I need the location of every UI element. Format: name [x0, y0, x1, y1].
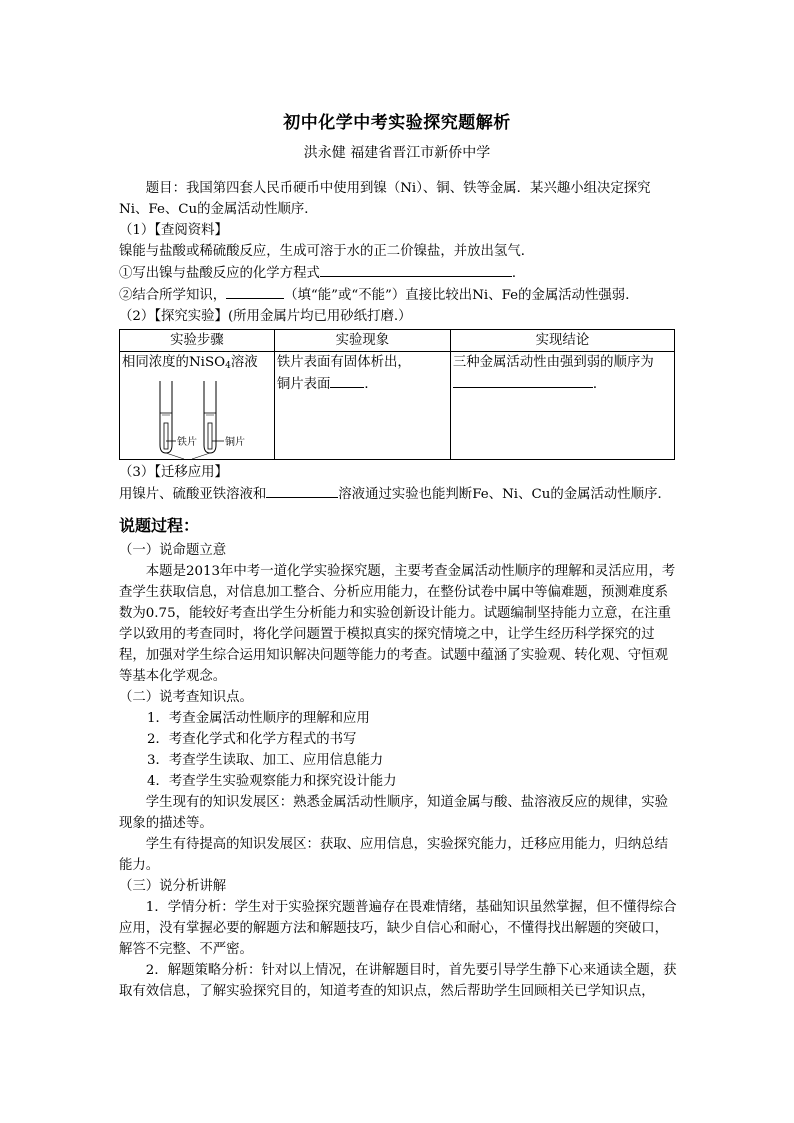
q1-answer-blank[interactable] — [320, 262, 512, 277]
section-3-para-2: 2．解题策略分析：针对以上情况，在讲解题目时，首先要引导学生静下心来通读全题，获取有效信息，了解实验探究目的，知道考查的知识点，然后帮助学生回顾相关已学知识点， — [119, 963, 677, 999]
list-item: 3．考查学生读取、加工、应用信息能力 — [147, 753, 384, 768]
list-item: 1．考查金属活动性顺序的理解和应用 — [147, 711, 370, 726]
document-body — [119, 178, 679, 1002]
conclusion-answer-blank[interactable] — [453, 373, 593, 388]
part1-text: 镍能与盐酸或稀硫酸反应，生成可溶于水的正二价镍盐，并放出氢气． — [119, 244, 535, 259]
step-text-2: 溶液 — [230, 355, 258, 370]
phenomenon-answer-blank[interactable] — [330, 373, 364, 388]
table-header-conclusion: 实现结论 — [450, 330, 674, 352]
section-3-heading: （三）说分析讲解 — [119, 879, 227, 894]
section-1-heading: （一）说命题立意 — [119, 543, 227, 558]
improvement-area: 学生有待提高的知识发展区：获取、应用信息，实验探究能力，迁移应用能力，归纳总结能力。 — [119, 837, 669, 873]
q2-text-a: ②结合所学知识， — [119, 288, 227, 303]
table-header-steps: 实验步骤 — [120, 330, 275, 352]
author-line: 洪永健 福建省晋江市新侨中学 — [303, 145, 491, 161]
experiment-table — [119, 329, 675, 460]
existing-knowledge: 学生现有的知识发展区：熟悉金属活动性顺序，知道金属与酸、盐溶液反应的规律，实验现象的描述等。 — [119, 795, 669, 831]
section-3-para-1: 1．学情分析：学生对于实验探究题普遍存在畏难情绪，基础知识虽然掌握，但不懂得综合应用，没有掌握必要的解题方法和解题技巧，缺少自信心和耐心，不懂得找出解题的突破口，解答不完整、不严密。 — [119, 900, 677, 957]
q1-end: ． — [511, 266, 526, 281]
q1-text: ①写出镍与盐酸反应的化学方程式 — [119, 266, 320, 281]
table-header-row — [120, 330, 675, 352]
step-subscript: 4 — [225, 361, 231, 371]
phenomenon-line-1: 铁片表面有固体析出， — [276, 355, 411, 370]
conclusion-line-2: ． — [453, 373, 672, 395]
part3-text: 用镍片、硫酸亚铁溶液和 溶液通过实验也能判断Fe、Ni、Cu的金属活动性顺序． — [119, 483, 679, 505]
copper-label: 铜片 — [225, 437, 245, 448]
conclusion-line-1: 三种金属活动性由强到弱的顺序为 — [452, 355, 654, 370]
iron-label: 铁片 — [177, 437, 197, 448]
question-intro: 题目：我国第四套人民币硬币中使用到镍（Ni）、铜、铁等金属．某兴趣小组决定探究Ni、Fe、Cu的金属活动性顺序． — [119, 181, 651, 217]
step-text: 相同浓度的NiSO — [122, 355, 226, 370]
list-item: 4．考查学生实验观察能力和探究设计能力 — [147, 774, 397, 789]
part3-heading: （3）【迁移应用】 — [119, 465, 228, 480]
table-row — [120, 352, 675, 460]
conclusion-cell — [450, 352, 674, 460]
list-item: 2．考查化学式和化学方程式的书写 — [147, 732, 357, 747]
phenomenon-line-2: 铜片表面 ． — [277, 373, 448, 395]
document-title: 初中化学中考实验探究题解析 — [283, 113, 511, 133]
iron-strip — [164, 423, 168, 449]
left-test-tube — [160, 381, 172, 453]
right-test-tube — [204, 381, 216, 453]
test-tube-diagram — [122, 379, 268, 459]
phenomenon-cell — [274, 352, 450, 460]
q2-answer-blank[interactable] — [226, 284, 284, 299]
question-2 — [119, 284, 679, 306]
step-cell — [120, 352, 275, 460]
q2-text-b: （填“能”或“不能”）直接比较出Ni、Fe的金属活动性强弱． — [284, 288, 639, 303]
process-heading: 说题过程： — [119, 516, 200, 535]
part2-heading: （2）【探究实验】(所用金属片均已用砂纸打磨.） — [119, 309, 412, 324]
part1-heading: （1）【查阅资料】 — [119, 223, 228, 238]
question-1 — [119, 262, 679, 284]
section-1-text: 本题是2013年中考一道化学实验探究题，主要考查金属活动性顺序的理解和灵活应用，考查学生获取信息，对信息加工整合、分析应用能力，在整份试卷中属中等偏难题，预测难度系数为0.75，能较好考查出学生分析能力和实验创新设计能力。试题编制坚持能力立意，在注重学以致用的考查同时，将化学问题置于模拟真实的探究情境之中，让学生经历科学探究的过程，加强对学生综合运用知识解决问题等能力的考查。试题中蕴涵了实验观、转化观、守恒观等基本化学观念。 — [119, 564, 676, 684]
table-header-phenomenon: 实验现象 — [274, 330, 450, 352]
section-2-heading: （二）说考查知识点。 — [119, 690, 253, 705]
copper-strip — [208, 423, 212, 449]
part3-answer-blank[interactable] — [266, 483, 338, 498]
